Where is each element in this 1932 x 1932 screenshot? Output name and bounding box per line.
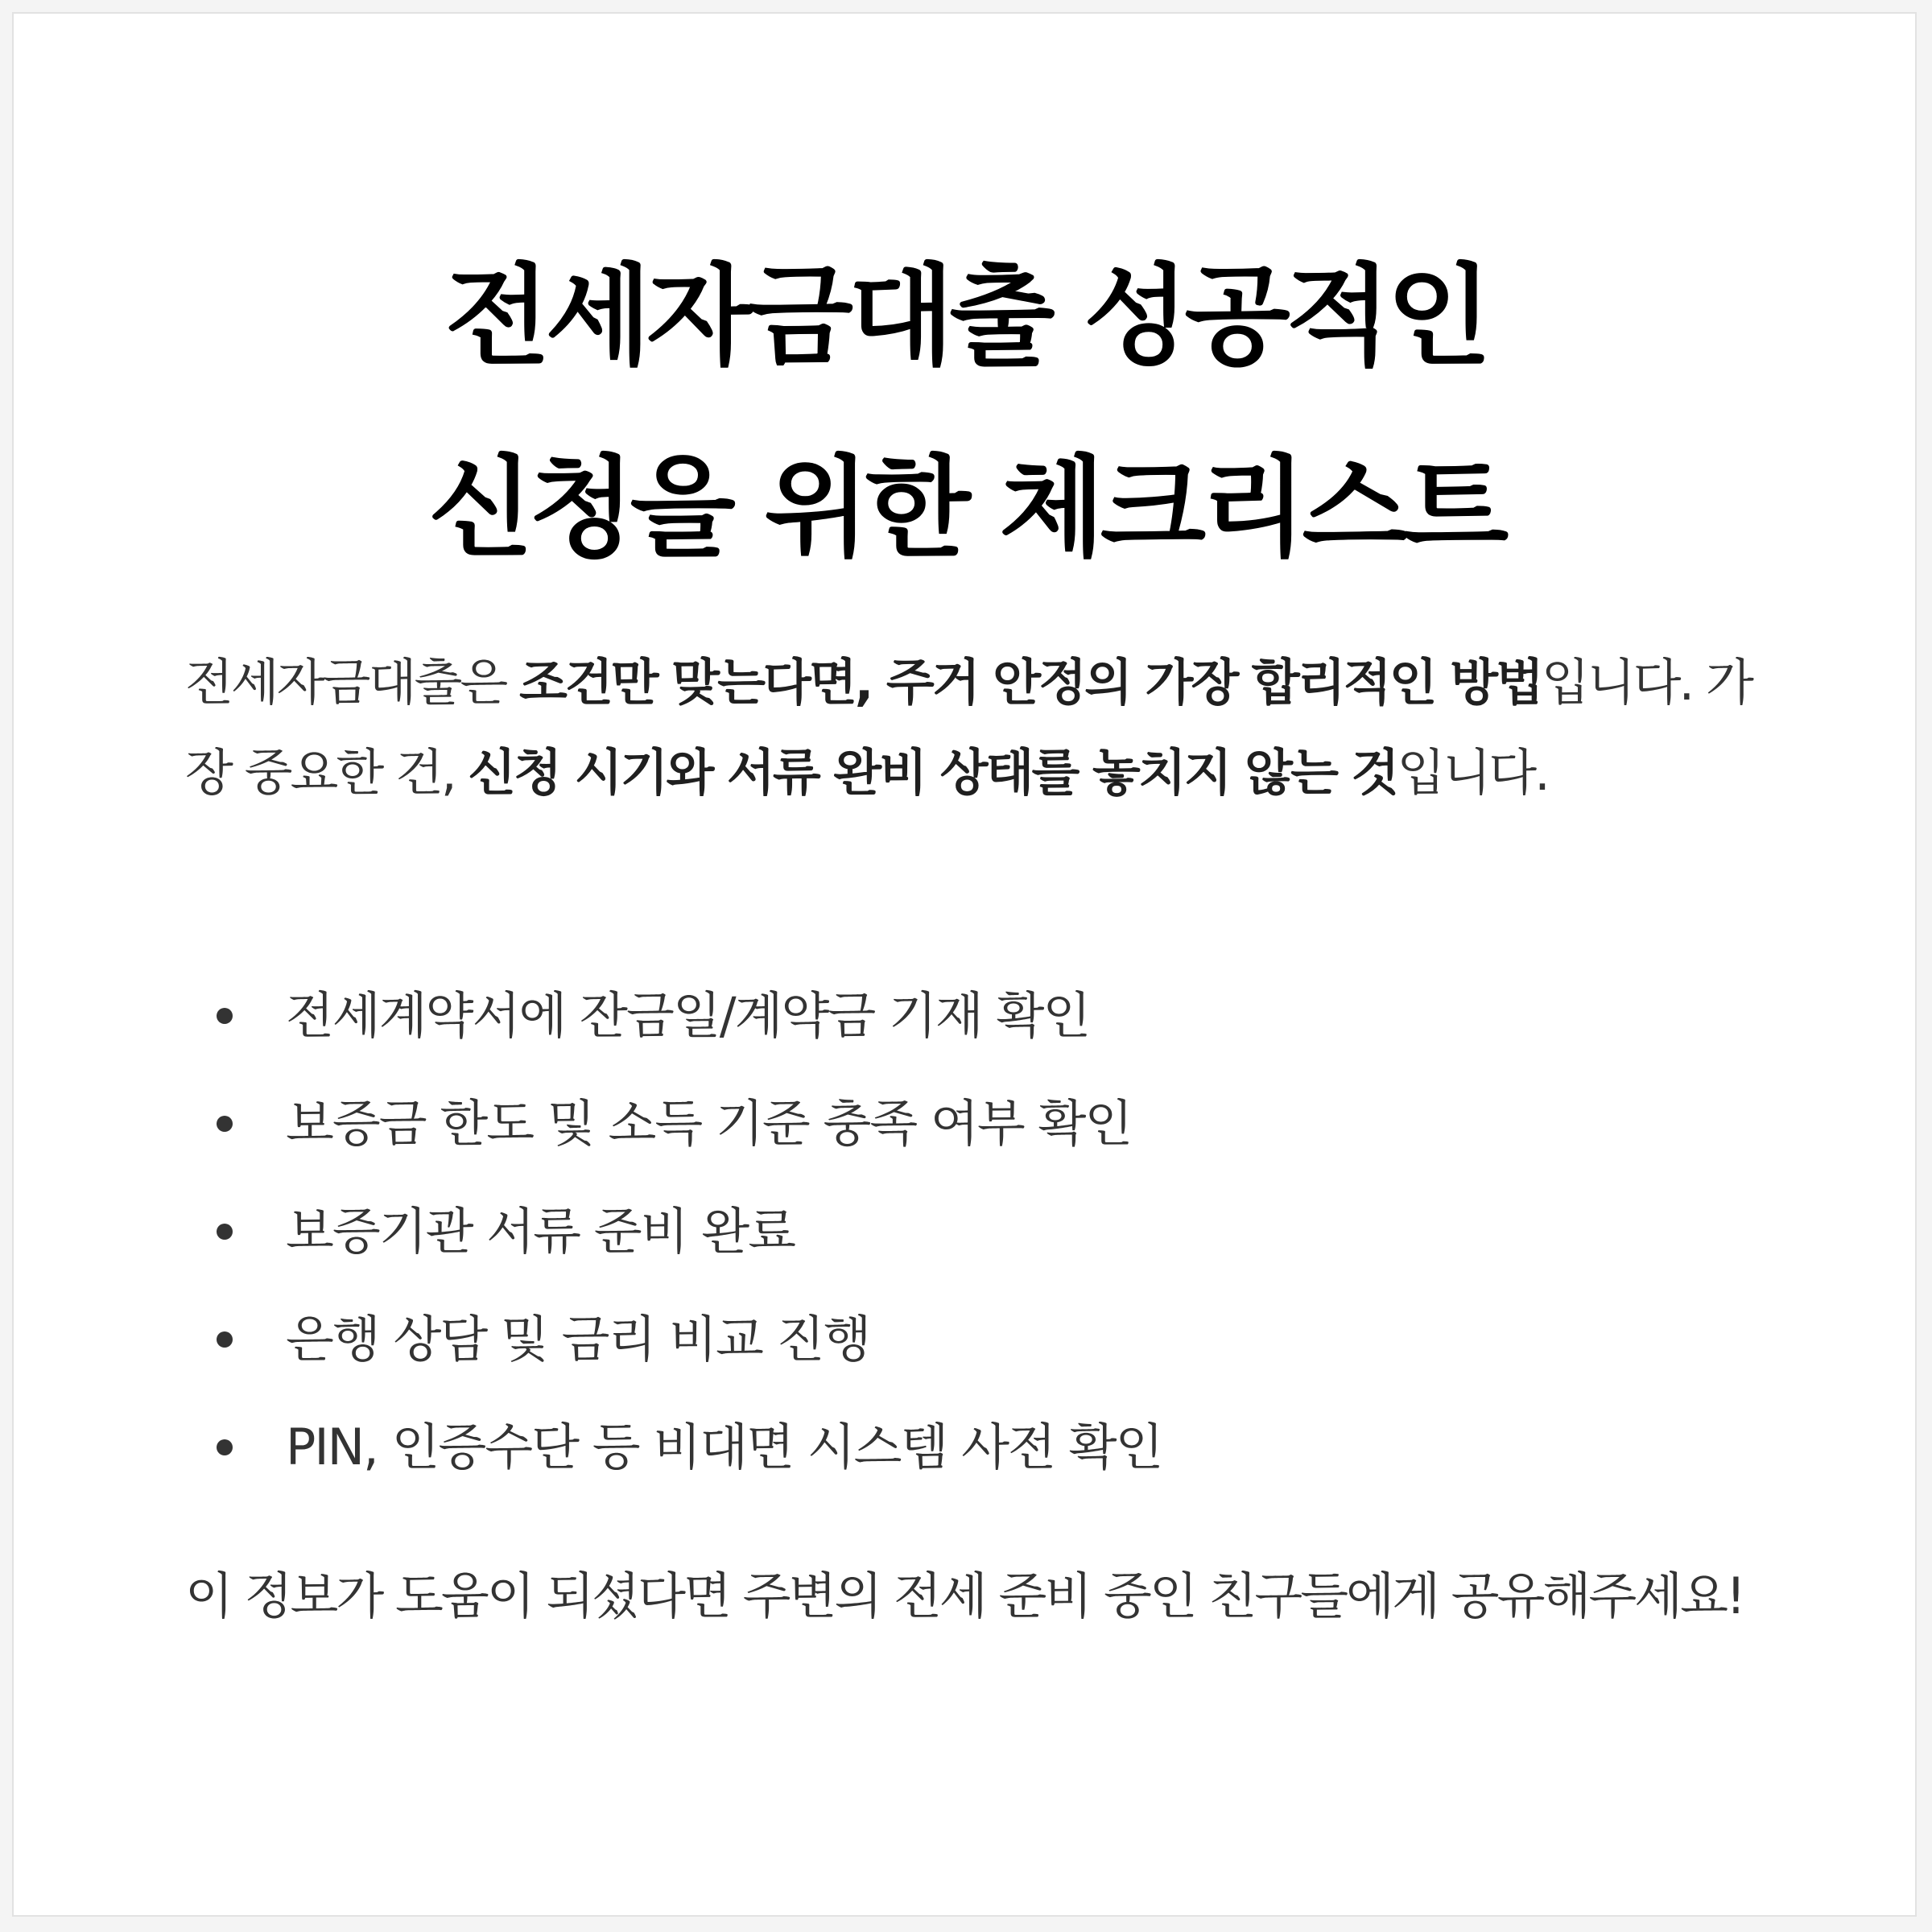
checklist-item-text: 은행 상담 및 금리 비교 진행	[286, 1310, 870, 1368]
checklist-item	[185, 962, 1763, 1070]
checklist-item	[185, 1393, 1763, 1501]
checklist-item-text: 보증기관 서류 준비 완료	[286, 1202, 795, 1261]
title-line-1: 전세자금대출 성공적인	[444, 254, 1488, 381]
checklist	[185, 962, 1763, 1501]
checklist-item-text: 전세계약서에 잔금일/계약금 기재 확인	[286, 986, 1090, 1045]
intro-emphasis-1: 조건만 맞는다면, 주거 안정의 가장 합리적인 방법	[518, 653, 1542, 712]
bullet-icon	[217, 1116, 233, 1132]
checklist-item	[185, 1178, 1763, 1286]
bullet-icon	[217, 1331, 233, 1348]
bullet-icon	[217, 1439, 233, 1455]
intro-paragraph	[185, 638, 1771, 818]
checklist-item-text: PIN, 인증수단 등 비대면 시스템 사전 확인	[286, 1418, 1162, 1476]
bullet-icon	[217, 1008, 233, 1024]
outro-paragraph: 이 정보가 도움이 되셨다면 주변의 전세 준비 중인 친구들에게 공유해주세요!	[185, 1567, 1744, 1625]
content-card	[12, 12, 1917, 1917]
intro-text-2: 입니다. 가장 중요한 건,	[185, 653, 1752, 802]
bullet-icon	[217, 1224, 233, 1240]
intro-text-1: 전세자금대출은	[185, 653, 519, 712]
page-title	[14, 221, 1918, 605]
title-line-2: 신청을 위한 체크리스트	[427, 445, 1505, 572]
intro-text-3: 입니다.	[1397, 743, 1548, 802]
intro-emphasis-2: 신청 시기와 서류 완비 상태를 놓치지 않는 것	[468, 743, 1397, 802]
checklist-item-text: 보증금 한도 및 소득 기준 충족 여부 확인	[286, 1094, 1132, 1153]
checklist-item	[185, 1286, 1763, 1393]
checklist-item	[185, 1070, 1763, 1178]
